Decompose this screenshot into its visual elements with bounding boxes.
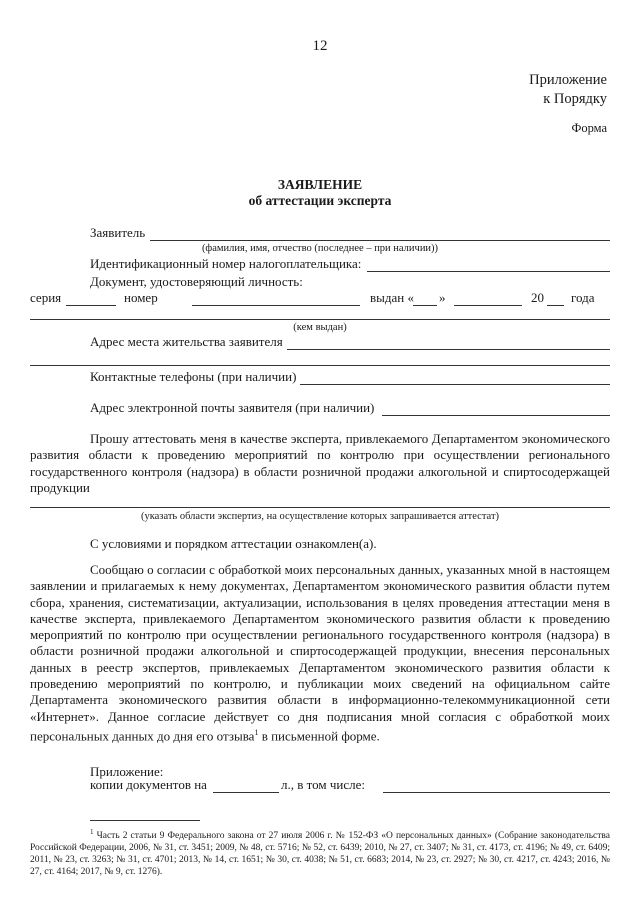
applicant-field[interactable] bbox=[150, 240, 610, 241]
series-field[interactable] bbox=[66, 305, 116, 306]
copies-prefix: копии документов на bbox=[90, 777, 207, 792]
applicant-row bbox=[30, 225, 610, 241]
attachment-row bbox=[30, 777, 610, 793]
email-field[interactable] bbox=[382, 415, 610, 416]
copies-list-field[interactable] bbox=[383, 792, 610, 793]
copies-suffix: л., в том числе: bbox=[281, 777, 365, 792]
expertise-field[interactable] bbox=[30, 507, 610, 508]
year-prefix: 20 bbox=[531, 290, 544, 305]
number-field[interactable] bbox=[192, 305, 360, 306]
issued-close-quote: » bbox=[439, 290, 446, 305]
footnote-ref: 1 bbox=[254, 727, 259, 737]
inn-row bbox=[30, 256, 610, 272]
attachment-label: Приложение: bbox=[90, 764, 164, 779]
issued-year-field[interactable] bbox=[547, 305, 564, 306]
document-subtitle: об аттестации эксперта bbox=[248, 193, 392, 208]
inn-label: Идентификационный номер налогоплательщика: bbox=[90, 256, 362, 271]
address-field[interactable] bbox=[287, 349, 610, 350]
consent-paragraph bbox=[30, 562, 610, 745]
footnote-text: Часть 2 статьи 9 Федерального закона от 27 июля 2006 г. № 152-ФЗ «О персональных данных» (Собрание законодательства Российской Федерации, 2006, № 31, ст. 3451; 2009, № 48, ст. 5716; № 52, ст. 6439; 2010, № 27, ст. 3407; № 31, ст. 4173, ст. 4196; № 49, ст. 6409; 2011, № 23, ст. 3263; № 31, ст. 4701; 2013, № 14, ст. 1651; № 30, ст. 4038; № 51, ст. 6683; 2014, № 23, ст. 2927; № 30, ст. 4217, ст. 4243; 2016, № 27, ст. 4164; 2017, № 9, ст. 1276). bbox=[30, 831, 610, 878]
expertise-hint: (указать области экспертиз, на осуществление которых запрашивается аттестат) bbox=[140, 511, 500, 522]
applicant-label: Заявитель bbox=[90, 225, 146, 240]
issued-month-field[interactable] bbox=[454, 305, 522, 306]
id-doc-label: Документ, удостоверяющий личность: bbox=[90, 274, 303, 289]
consent-text: Сообщаю о согласии с обработкой моих персональных данных, указанных мной в настоящем заявлении и прилагаемых к нему документах, Департаментом экономического развития области путем сбора, хранения, систематизации, актуализации, использования в целях проведения аттестации меня в качестве эксперта, привлекаемого Департаментом экономического развития области к проведению мероприятий по контролю при осуществлении регионального государственного контроля (надзора) в области розничной продажи алкогольной и спиртосодержащей продукции, внесения персональных данных в реестр экспертов, привлекаемых Департаментом экономического развития области к проведению мероприятий по контролю, и публикации моих сведений на официальном сайте Департамента экономического развития области в информационно-телекоммуникационной сети «Интернет». Данное согласие действует со дня подписания мной согласия с обработкой моих персональных данных до дня его отзыва bbox=[30, 562, 610, 744]
request-paragraph: Прошу аттестовать меня в качестве эксперта, привлекаемого Департаментом экономического развития области к проведению мероприятий по контролю при осуществлении регионального государственного контроля (надзора) в области розничной продажи алкогольной и спиртосодержащей продукции bbox=[30, 431, 610, 495]
id-doc-row bbox=[30, 274, 610, 290]
passport-row bbox=[30, 290, 610, 306]
email-row bbox=[30, 400, 610, 416]
address-field-line-2[interactable] bbox=[30, 365, 610, 366]
footnote bbox=[30, 826, 610, 878]
issued-label: выдан « bbox=[370, 290, 414, 305]
appendix-line-2: к Порядку bbox=[543, 91, 607, 107]
address-label: Адрес места жительства заявителя bbox=[90, 334, 283, 349]
inn-field[interactable] bbox=[367, 271, 610, 272]
address-row bbox=[30, 334, 610, 350]
email-label: Адрес электронной почты заявителя (при наличии) bbox=[90, 400, 375, 415]
page-number: 12 bbox=[312, 38, 328, 54]
footnote-number: 1 bbox=[90, 828, 94, 836]
copies-count-field[interactable] bbox=[213, 792, 279, 793]
issued-by-field[interactable] bbox=[30, 319, 610, 320]
year-label: года bbox=[571, 290, 595, 305]
footnote-separator bbox=[90, 820, 200, 821]
series-label: серия bbox=[30, 290, 62, 305]
phones-field[interactable] bbox=[300, 384, 610, 385]
issued-day-field[interactable] bbox=[413, 305, 437, 306]
phones-label: Контактные телефоны (при наличии) bbox=[90, 369, 297, 384]
document-title: ЗАЯВЛЕНИЕ bbox=[277, 177, 363, 192]
consent-tail: в письменной форме. bbox=[258, 728, 380, 744]
acquainted-statement: С условиями и порядком аттестации ознакомлен(а). bbox=[90, 536, 377, 551]
form-label: Форма bbox=[571, 121, 607, 135]
appendix-header bbox=[529, 71, 607, 109]
phones-row bbox=[30, 369, 610, 385]
appendix-line-1: Приложение bbox=[529, 72, 607, 88]
applicant-hint: (фамилия, имя, отчество (последнее – при наличии)) bbox=[201, 243, 439, 254]
issued-by-hint: (кем выдан) bbox=[293, 322, 347, 333]
number-label: номер bbox=[124, 290, 158, 305]
